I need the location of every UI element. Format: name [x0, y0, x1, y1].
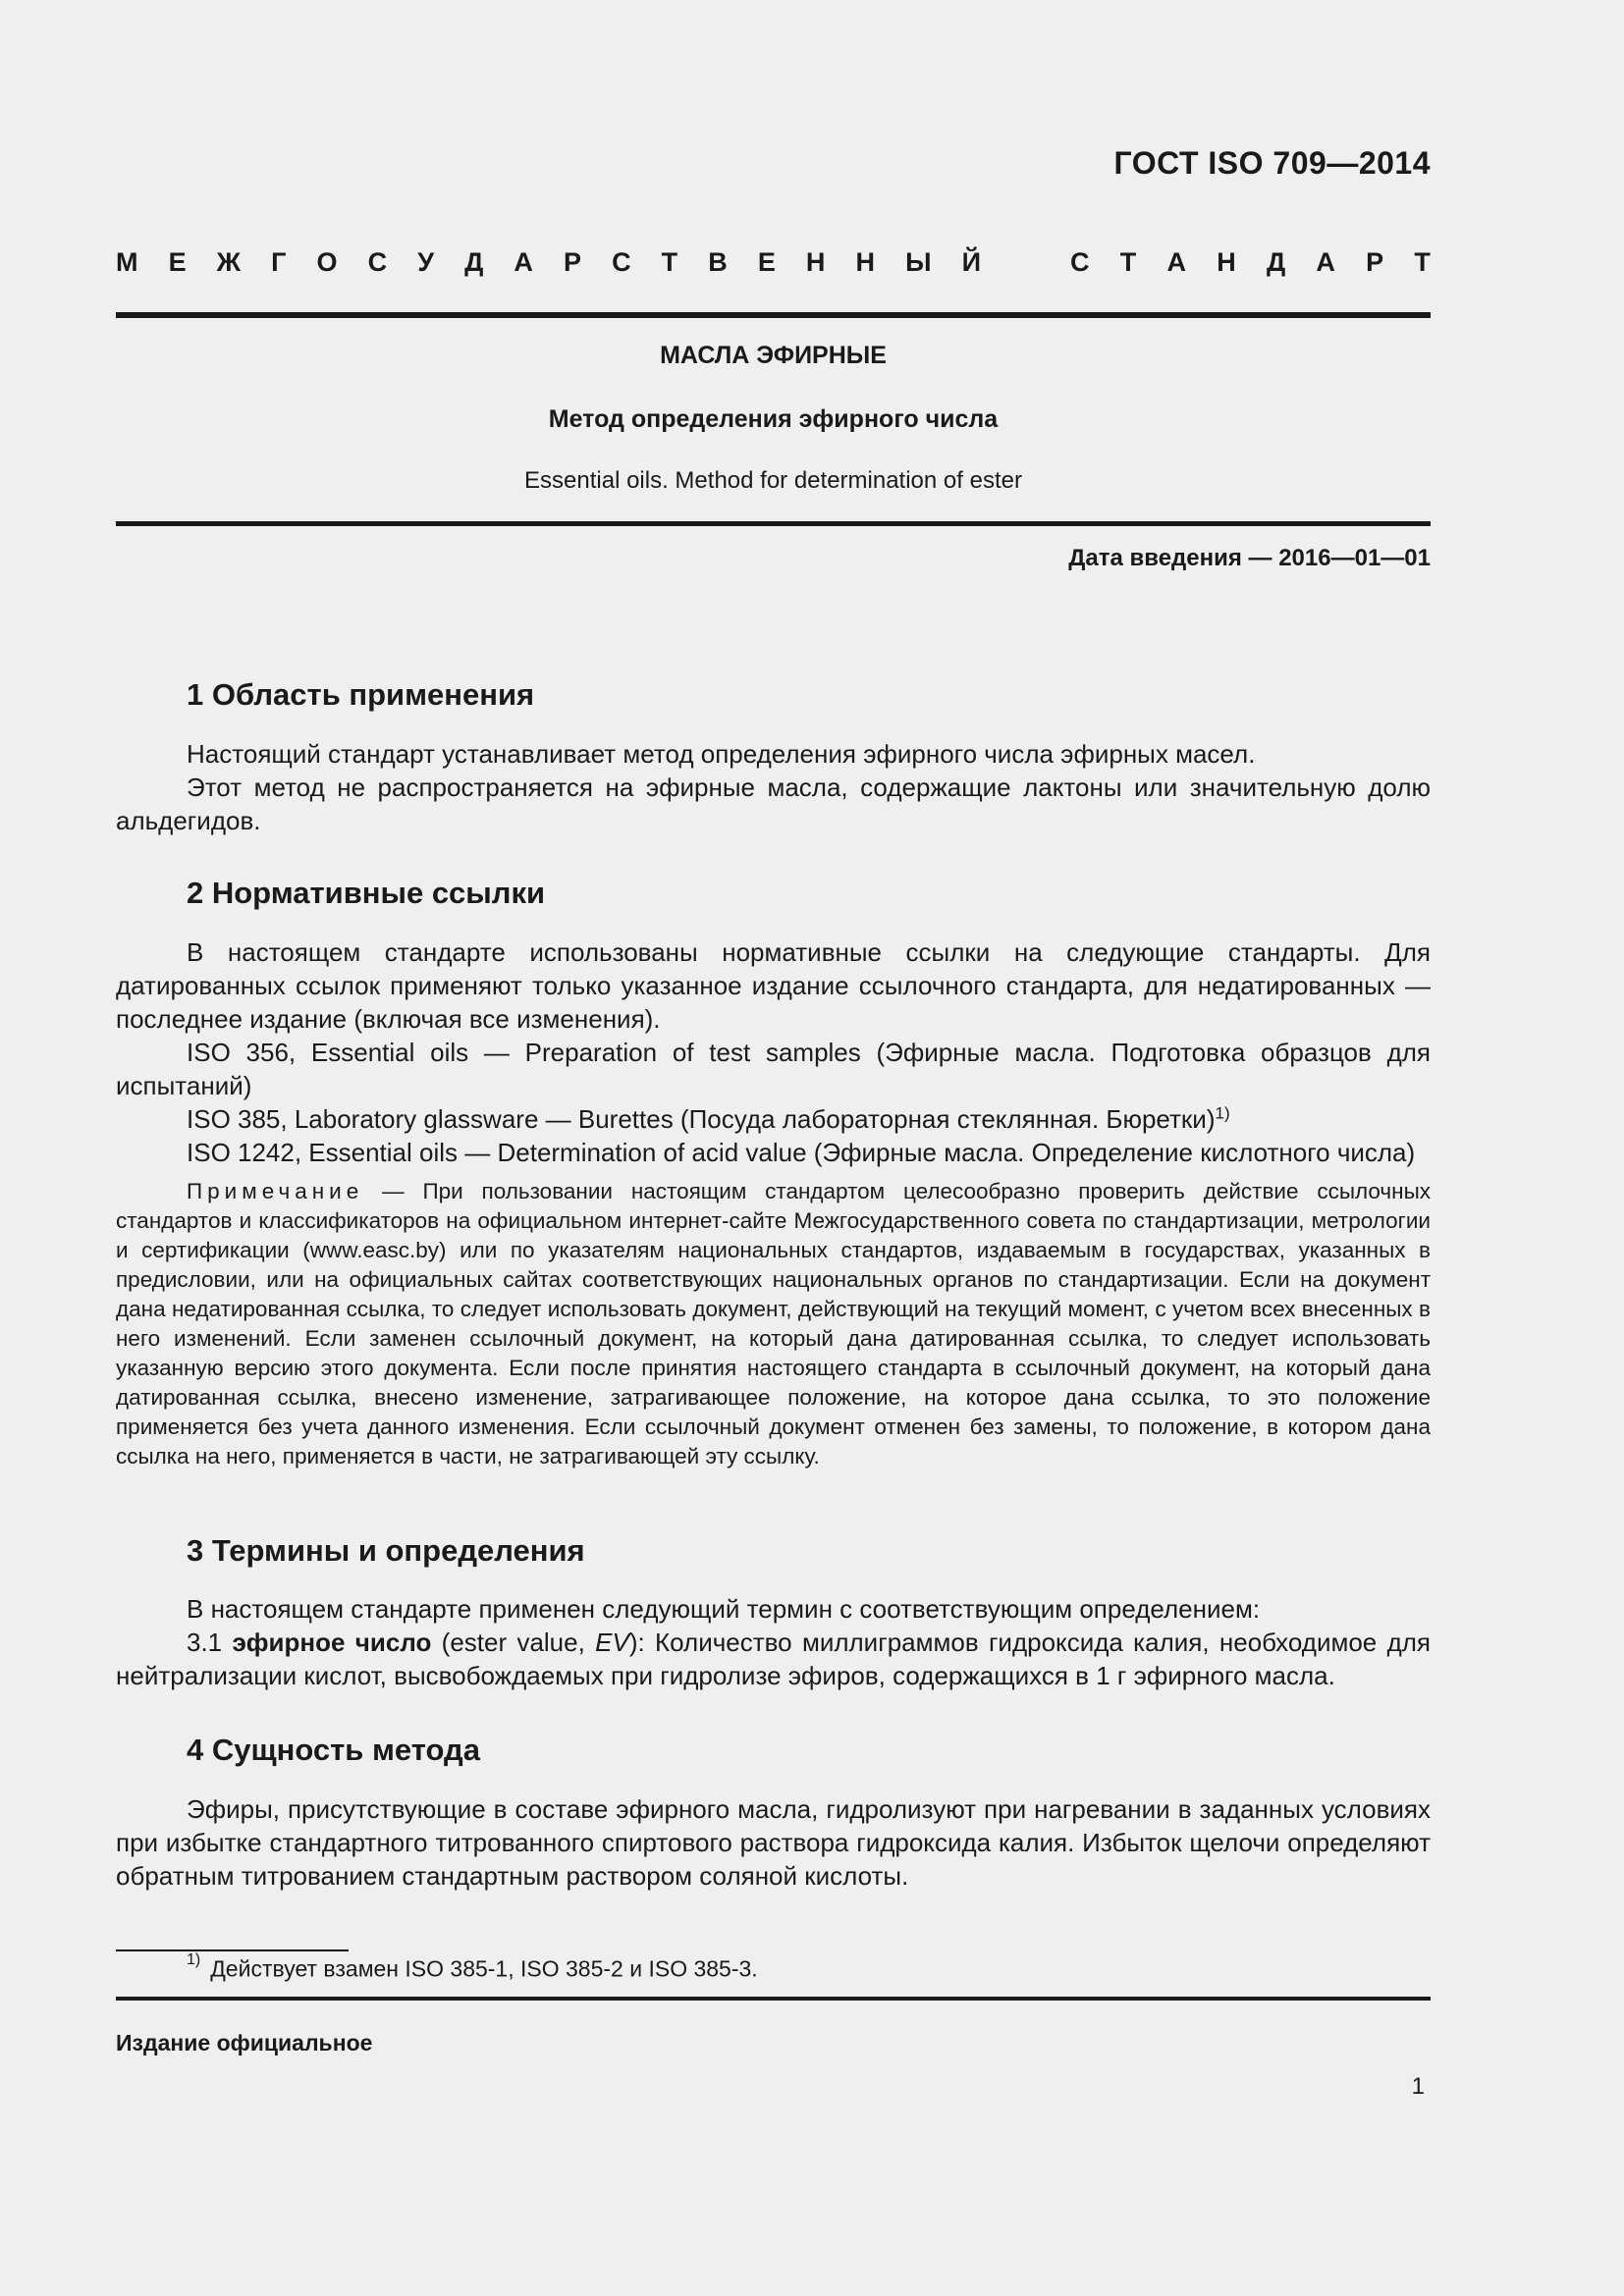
heading-letter: Н [805, 247, 826, 277]
heading-letter: С [1070, 247, 1090, 277]
top-divider [116, 312, 1431, 318]
interstate-standard-heading [116, 247, 1431, 278]
section-2-note [116, 1177, 1431, 1471]
heading-letter: Г [271, 247, 287, 277]
heading-letter: Н [1217, 247, 1236, 277]
heading-letter: Р [1366, 247, 1384, 277]
interstate-word-2 [1070, 247, 1431, 278]
heading-letter: Е [757, 247, 776, 277]
heading-letter: С [612, 247, 631, 277]
footer-divider [116, 1997, 1431, 2001]
interstate-word-1 [116, 247, 981, 278]
document-subtitle: Метод определения эфирного числа [548, 405, 999, 433]
reference-iso-385-text: ISO 385, Laboratory glassware — Burettes (Посуда лабораторная стеклянная. Бюретки) [187, 1104, 1216, 1134]
note-label: Примечание [187, 1179, 364, 1203]
footnote-reference-mark: 1) [1215, 1103, 1230, 1123]
page-number: 1 [1411, 2073, 1425, 2100]
section-3-title: 3 Термины и определения [187, 1533, 585, 1568]
heading-letter: Д [464, 247, 484, 277]
term-name: эфирное число [232, 1628, 432, 1657]
heading-letter: Й [961, 247, 981, 277]
heading-letter: Е [168, 247, 187, 277]
reference-iso-356: ISO 356, Essential oils — Preparation of test samples (Эфирные масла. Подготовка образцов для испытаний) [116, 1038, 1431, 1100]
section-3-paragraph: В настоящем стандарте применен следующий термин с соответствующим определением: [187, 1594, 1261, 1624]
heading-letter: Н [855, 247, 875, 277]
heading-letter: Т [661, 247, 678, 277]
section-4-paragraph: Эфиры, присутствующие в составе эфирного масла, гидролизуют при нагревании в заданных условиях при избытке стандартного титрованного спиртового раствора гидроксида калия. Избыток щелочи определяют обратным титрованием стандартным раствором соляной кислоты. [116, 1794, 1431, 1891]
reference-iso-1242: ISO 1242, Essential oils — Determination of acid value (Эфирные масла. Определение кислотного числа) [187, 1138, 1416, 1167]
section-2-body [116, 935, 1431, 1169]
heading-letter: Т [1119, 247, 1137, 277]
heading-letter: А [1316, 247, 1335, 277]
heading-letter: Ы [905, 247, 932, 277]
reference-iso-385 [116, 1102, 1431, 1136]
footnote-text: Действует взамен ISO 385-1, ISO 385-2 и ISO 385-3. [210, 1955, 758, 1982]
section-2-paragraph: В настоящем стандарте использованы нормативные ссылки на следующие стандарты. Для датированных ссылок применяют только указанное издание ссылочного стандарта, для недатированных — последнее издание (включая все изменения). [116, 937, 1431, 1034]
heading-letter: О [316, 247, 338, 277]
term-definition [116, 1626, 1431, 1692]
term-definition-text: ): Количество миллиграммов гидроксида калия, необходимое для нейтрализации кислот, высвобождаемых при гидролизе эфиров, содержащихся в 1 г эфирного масла. [116, 1628, 1431, 1690]
heading-letter: М [116, 247, 138, 277]
heading-letter: С [367, 247, 388, 277]
heading-letter: В [708, 247, 728, 277]
heading-letter: А [514, 247, 533, 277]
section-1-paragraph: Этот метод не распространяется на эфирные масла, содержащие лактоны или значительную долю альдегидов. [116, 773, 1431, 835]
official-edition-label: Издание официальное [116, 2030, 373, 2056]
section-4-body [116, 1792, 1431, 1893]
title-divider [116, 521, 1431, 526]
heading-letter: Ж [216, 247, 242, 277]
section-1-body [116, 737, 1431, 837]
section-2-title: 2 Нормативные ссылки [187, 876, 546, 910]
term-number: 3.1 [187, 1628, 233, 1657]
heading-letter: У [417, 247, 435, 277]
document-title: МАСЛА ЭФИРНЫЕ [660, 342, 887, 369]
section-1-paragraph: Настоящий стандарт устанавливает метод определения эфирного числа эфирных масел. [187, 739, 1256, 769]
footnote-divider [116, 1949, 349, 1951]
term-abbreviation: EV [595, 1628, 629, 1657]
heading-letter: А [1166, 247, 1186, 277]
note-text: — При пользовании настоящим стандартом целесообразно проверить действие ссылочных стандартов и классификаторов на официальном интернет-сайте Межгосударственного совета по стандартизации, метрологии и сертификации (www.easc.by) или по указателям национальных стандартов, издаваемым в государствах, указанных в предисловии, или на официальных сайтах соответствующих национальных органов по стандартизации. Если на документ дана недатированная ссылка, то следует использовать документ, действующий на текущий момент, с учетом всех внесенных в него изменений. Если заменен ссылочный документ, на который дана датированная ссылка, то следует использовать указанную версию этого документа. Если после принятия настоящего стандарта в ссылочный документ, на который дана датированная ссылка, внесено изменение, затрагивающее положение, на которое дана ссылка, то это положение применяется без учета данного изменения. Если ссылочный документ отменен без замены, то положение, в котором дана ссылка на него, применяется в части, не затрагивающей эту ссылку. [116, 1179, 1431, 1468]
document-number: ГОСТ ISO 709—2014 [1113, 145, 1431, 181]
document-title-english: Essential oils. Method for determination of ester [524, 467, 1022, 494]
footnote [187, 1951, 758, 1983]
section-1-title: 1 Область применения [187, 677, 535, 712]
heading-letter: Р [564, 247, 582, 277]
section-3-body [116, 1592, 1431, 1692]
introduction-date: Дата введения — 2016—01—01 [1068, 545, 1431, 571]
term-english-open: (ester value, [431, 1628, 596, 1657]
heading-letter: Т [1414, 247, 1431, 277]
heading-letter: Д [1266, 247, 1286, 277]
section-4-title: 4 Сущность метода [187, 1733, 480, 1767]
footnote-mark: 1) [187, 1951, 201, 1968]
